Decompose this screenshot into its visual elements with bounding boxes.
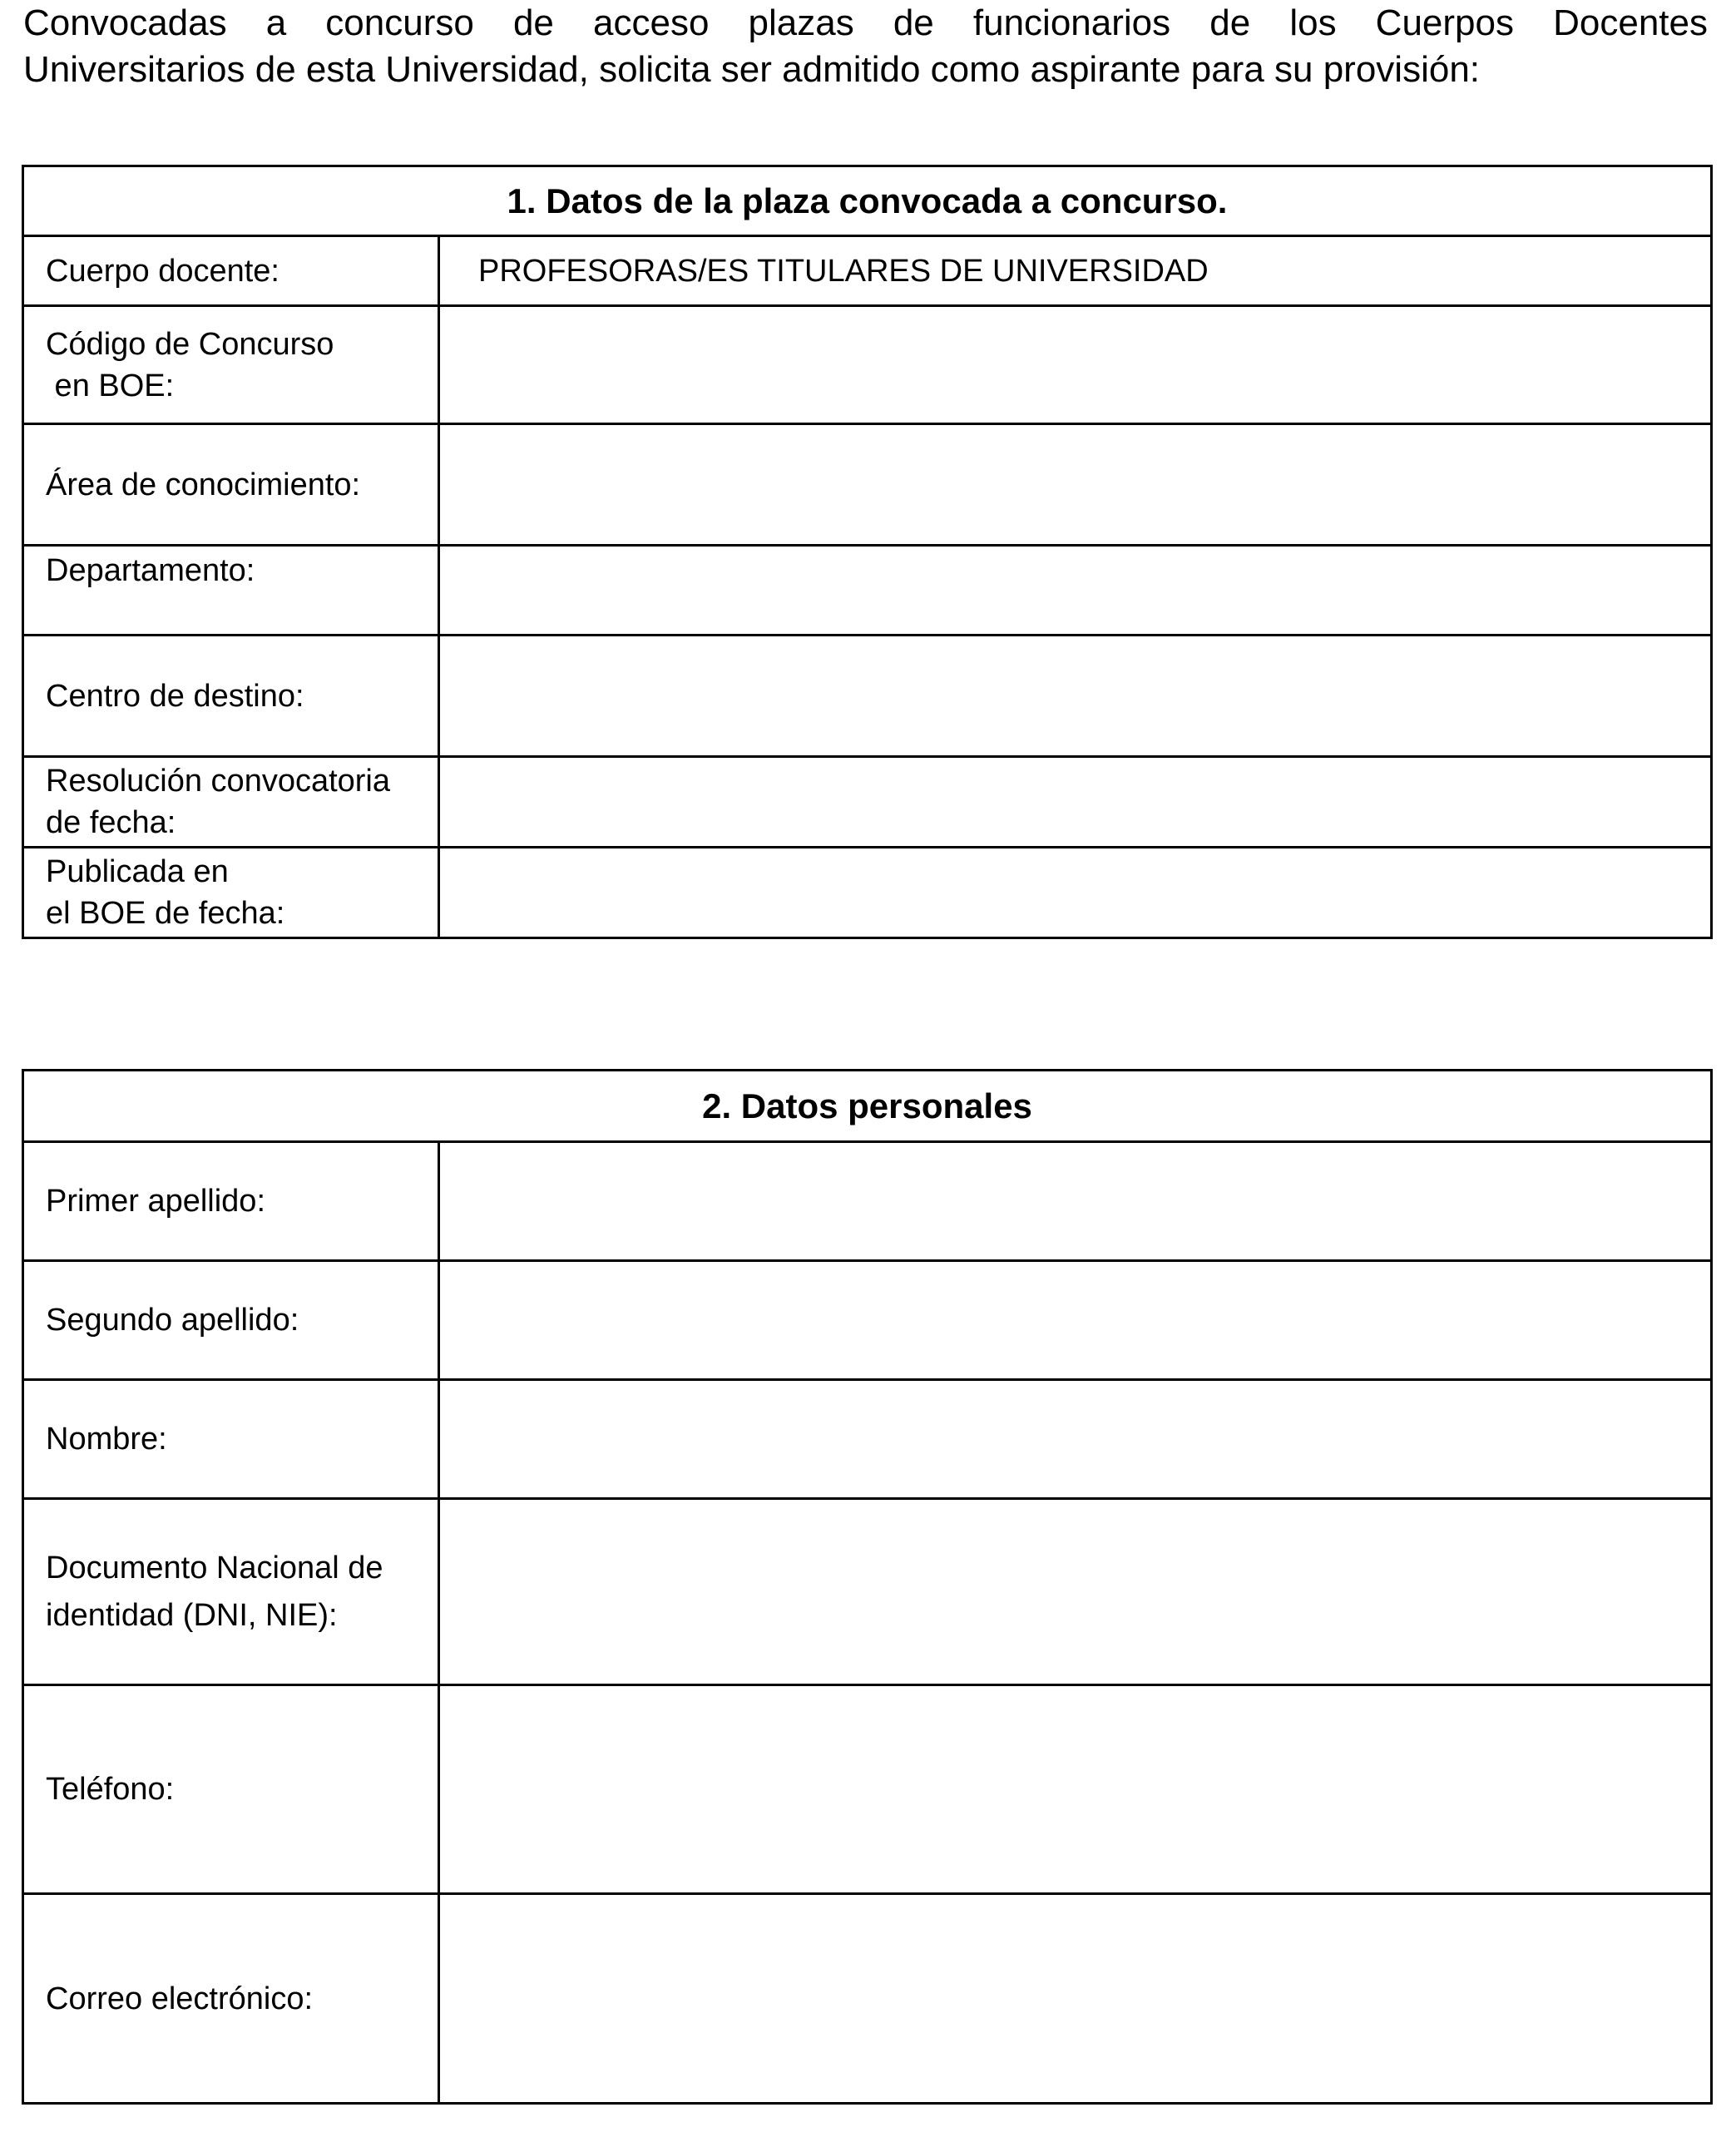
- section-header-row: [23, 1071, 1712, 1142]
- centro-destino-field[interactable]: [439, 636, 1712, 757]
- form-row-centro-destino: [23, 636, 1712, 757]
- telefono-field[interactable]: [439, 1685, 1712, 1894]
- field-label: Departamento:: [23, 546, 439, 636]
- section-header-row: [23, 166, 1712, 236]
- segundo-apellido-field[interactable]: [439, 1261, 1712, 1380]
- intro-paragraph: [23, 0, 1708, 93]
- codigo-concurso-field[interactable]: [439, 306, 1712, 424]
- field-label: Teléfono:: [23, 1685, 439, 1894]
- section-title: 1. Datos de la plaza convocada a concurso.: [23, 166, 1712, 236]
- departamento-field[interactable]: [439, 546, 1712, 636]
- nombre-field[interactable]: [439, 1380, 1712, 1499]
- field-label-line: Resolución convocatoria: [46, 764, 391, 799]
- field-label: Centro de destino:: [23, 636, 439, 757]
- field-label-line: el BOE de fecha:: [46, 896, 285, 931]
- form-row-correo: [23, 1894, 1712, 2104]
- field-label-line: en BOE:: [46, 368, 175, 403]
- field-label: [23, 848, 439, 938]
- intro-line-1: Convocadas a concurso de acceso plazas de funcionarios de los Cuerpos Docentes: [23, 2, 1708, 43]
- primer-apellido-field[interactable]: [439, 1142, 1712, 1261]
- field-label: Primer apellido:: [23, 1142, 439, 1261]
- field-label: [23, 1499, 439, 1685]
- plaza-data-table: [22, 165, 1713, 939]
- form-row-primer-apellido: [23, 1142, 1712, 1261]
- form-row-segundo-apellido: [23, 1261, 1712, 1380]
- cuerpo-docente-field[interactable]: PROFESORAS/ES TITULARES DE UNIVERSIDAD: [439, 236, 1712, 306]
- field-label: Área de conocimiento:: [23, 424, 439, 546]
- field-label-line: de fecha:: [46, 805, 176, 840]
- area-conocimiento-field[interactable]: [439, 424, 1712, 546]
- form-row-resolucion: [23, 757, 1712, 848]
- form-row-telefono: [23, 1685, 1712, 1894]
- correo-electronico-field[interactable]: [439, 1894, 1712, 2104]
- resolucion-fecha-field[interactable]: [439, 757, 1712, 848]
- form-row-publicada-boe: [23, 848, 1712, 938]
- dni-field[interactable]: [439, 1499, 1712, 1685]
- form-row-dni: [23, 1499, 1712, 1685]
- section-title: 2. Datos personales: [23, 1071, 1712, 1142]
- form-row-nombre: [23, 1380, 1712, 1499]
- field-label: Cuerpo docente:: [23, 236, 439, 306]
- intro-line-2: Universitarios de esta Universidad, solicita ser admitido como aspirante para su provisión:: [23, 49, 1481, 90]
- personal-data-table: [22, 1069, 1713, 2105]
- field-label: Nombre:: [23, 1380, 439, 1499]
- field-label-line: Documento Nacional de: [46, 1550, 383, 1585]
- field-label: Segundo apellido:: [23, 1261, 439, 1380]
- field-label: [23, 757, 439, 848]
- field-label-line: Código de Concurso: [46, 326, 334, 362]
- publicada-boe-field[interactable]: [439, 848, 1712, 938]
- field-label: [23, 306, 439, 424]
- field-label-line: Publicada en: [46, 854, 229, 889]
- field-label-line: identidad (DNI, NIE):: [46, 1597, 338, 1633]
- form-row-cuerpo-docente: [23, 236, 1712, 306]
- form-row-area-conocimiento: [23, 424, 1712, 546]
- form-row-departamento: [23, 546, 1712, 636]
- form-row-codigo-concurso: [23, 306, 1712, 424]
- field-label: Correo electrónico:: [23, 1894, 439, 2104]
